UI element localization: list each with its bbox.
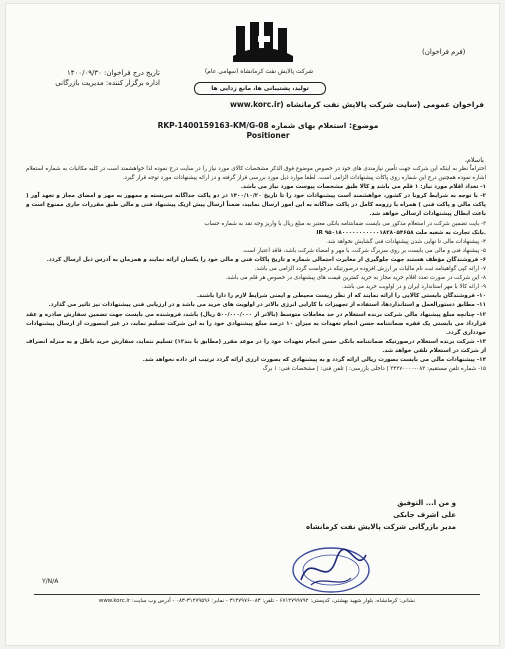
signatory-name: علی اشرف جابکی <box>393 511 456 519</box>
page-title: فراخوان عمومی (سایت شرکت پالایش نفت کرمانشاه (www.korc.ir <box>229 100 484 109</box>
company-name: شرکت پالایش نفت کرمانشاه (سهامی عام) <box>204 68 314 75</box>
list-item: ۱۲- چنانچه مبلغ پیشنهاد مالی شرکت برنده استعلام در حد معاملات متوسط (بالاتر از ۵۰۰/۰۰۰/۰۰۰ ریال) باشد، فروشنده می بایست جهت تضمین سفارش صادره و عقد قرارداد می بایستی یک فقره ضمانتنامه حسن انجام تعهدات به میزان ۱۰ درصد مبلغ پیشنهادی خود را به این شرکت تسلیم نماید، در غیر اینصورت از ارسال پیشنهادات خودداری گردد. <box>26 311 486 336</box>
list-item: ۱۴- پیشنهادات مالی می بایست بصورت ریالی ارائه گردد و به پیشنهادی که بصورت ارزی ارائه گردد ترتیب اثر داده نخواهد شد. <box>142 356 486 363</box>
publish-date: تاریخ درج فراخوان: ۱۴۰۰/۰۹/۳۰ <box>67 69 160 77</box>
list-item: ۹- ارائه کالا با مهر استاندارد ایران و در اولویت خرید می باشد. <box>341 284 486 291</box>
inquiry-number: موضوع: استعلام بهای شماره RKP-1400159163-KM/G-08 <box>157 121 379 130</box>
greeting: باسلام، <box>464 156 484 164</box>
signature-block <box>256 497 456 533</box>
list-item: ۱۵- شماره تلفن مستقیم: ۰۸۳-۳۴۲۷۰۰۰۰ | داخلی بازرسی: | تلفن فنی: | مشخصات فنی: ۱ برگ <box>262 366 486 373</box>
inquiry-subject <box>96 121 440 141</box>
organizing-office: اداره برگزار کننده: مدیریت بازرگانی <box>55 79 160 87</box>
intro-paragraph: احتراماً نظر به اینکه این شرکت جهت تأمین نیازمندی های خود در خصوص موضوع فوق الذکر مشخصات کالای مورد نیاز را در سایت درج نموده لذا خواهشمند است در کلیه مکاتبات به شماره استعلام اشاره نموده همچنین درج این شماره روی پاکات پیشنهادات الزامی است. لطفا موارد ذیل مورد بررسی قرار گرفته و در ارائه پیشنهادات مورد توجه قرار گیرد. <box>26 166 486 182</box>
slogan-banner: تولید، پشتیبانی ها، مانع زدایی ها <box>194 82 326 95</box>
form-label: (فرم فراخوان) <box>422 48 466 56</box>
inquiry-item: Positioner <box>246 131 290 140</box>
list-item: ۴- پیشنهادات مالی تا نهایی شدن پیشنهادات فنی گشایش نخواهد شد. <box>326 238 486 245</box>
signature-stamp <box>281 540 381 598</box>
list-item: ۵- پیشنهاد فنی و مالی می بایست بر روی سربرگ شرکت، با مهر و امضاء شرکت باشد، فاقد اعتبار است. <box>241 247 486 254</box>
list-item: IR ۹۵۰۱۸۰۰۰۰۰۰۰۰۰۰۰۱۸۲۸۰۵۴۶۵۸ بانک تجارت به شعبه ملت. <box>316 229 486 236</box>
list-item: ۶- فروشندگان مؤظف هستند جهت جلوگیری از مغایرت احتمالی شماره و تاریخ پاکات فنی و مالی خود را یکسان ارائه نمایند و همزمان به آدرس ذیل ارسال کردد. <box>46 256 486 263</box>
reference-code: Y/N/A <box>42 578 59 585</box>
list-item: ۸- این شرکت در صورت تعدد اقلام خرید مجاز به خرید کمترین قیمت های پیشنهادی در خصوص هر قلم می باشد. <box>225 275 486 282</box>
company-logo <box>228 18 298 70</box>
list-item: ۲- با توجه به شرایط کرونا در کشور، خواهشمند است پیشنهادات خود را تا تاریخ ۱۴۰۰/۱۰/۲۰ در دو پاکت جداگانه سربسته و ممهور به مهر و امضای مجاز و تعهد آور ( پاکت مالی و پاکت فنی ) همراه با رزومه کامل در پاکت جداگانه به این امور ارسال نمایید، ضمناً ارسال پیش ازیک پیشنهاد فنی و مالی طبق مقررات جاری ممنوع است و باعث ابطال پیشنهادات ارسالی خواهد شد. <box>26 193 486 218</box>
document-page <box>6 4 499 645</box>
list-item: ۱۱- مطابق دستورالعمل و استانداردها، استفاده از تجهیزات با کارایی انرژی بالاتر در اولویت های خرید می باشد و در ارزیابی فنی پیشنهادات نیز تاثیر می گذارد. <box>48 302 486 309</box>
footer-divider <box>34 594 480 595</box>
list-item: ۱- تعداد اقلام مورد نیاز: ۱ قلم می باشد و کالا طبق مشخصات پیوست مورد نیاز می باشد. <box>240 184 486 191</box>
list-item: ۱۰- فروشندگان بایستی کالایی را ارائه نمایند که از نظر زیست محیطی و ایمنی شرایط لازم را دارا باشند. <box>196 293 486 300</box>
closing-phrase: و من ا... التوفیق <box>397 499 456 507</box>
conditions-list <box>26 165 486 374</box>
footer-address: نشانی: کرمانشاه، بلوار شهید بهشتی، کدپستی: ۶۷۱۴۷۹۹۷۹۲ - تلفن: ۰۸۳-۳۱۴۷۹۷۶ - نمابر: ۳۱۴۷۹۵۹۶-۰۸۳ - آدرس وب سایت: www.korc.ir <box>98 598 416 604</box>
list-item: ۱۳- شرکت برنده استعلام درصورتیکه ضمانتنامه بانکی حسن انجام تعهدات خود را در موعد مقرر (مطابق با بند۱۲) تسلیم ننماید، سفارش خرید باطل و به منزله انصراف از شرکت در استعلام تلقی خواهد شد. <box>26 338 486 354</box>
list-item: ۳- بایت تضمین شرکت در استعلام مذکور می بایست ضمانتنامه بانکی معتبر به مبلغ ریال با واریز وجه نقد به شماره حساب <box>204 220 486 227</box>
document-meta <box>40 68 160 88</box>
signatory-title: مدیر بازرگانی شرکت پالایش نفت کرمانشاه <box>306 523 456 531</box>
list-item: ۷- ارائه کپی گواهینامه ثبت نام مالیات بر ارزش افزوده درصورتیکه درخواست گردد الزامی می باشد. <box>254 266 486 273</box>
